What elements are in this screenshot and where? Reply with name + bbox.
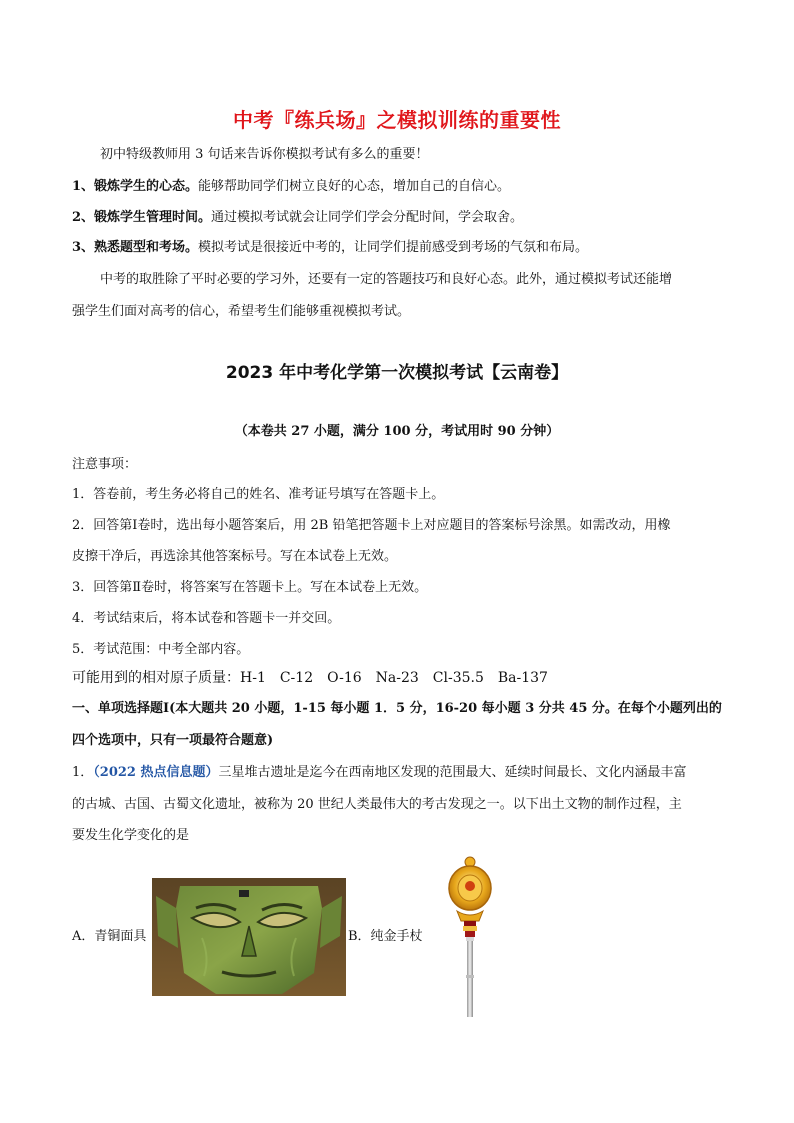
- note-2: 2．回答第Ⅰ卷时，选出每小题答案后，用 2B 铅笔把答题卡上对应题目的答案标号涂黑。如需改动，用橡: [72, 518, 671, 533]
- option-b-label: B．纯金手杖: [348, 929, 423, 944]
- note-4: 4．考试结束后，将本试卷和答题卡一并交回。: [72, 611, 341, 626]
- bronze-mask-image: [152, 878, 346, 996]
- point-head: 3、熟悉题型和考场。: [72, 240, 199, 255]
- promo-point-3: [72, 238, 588, 258]
- point-body: 模拟考试是很接近中考的，让同学们提前感受到考场的气氛和布局。: [198, 240, 589, 255]
- question-1-line3: 要发生化学变化的是: [72, 828, 190, 843]
- point-body: 通过模拟考试就会让同学们学会分配时间，学会取舍。: [211, 210, 524, 225]
- option-a-label: A．青铜面具: [72, 929, 147, 944]
- atomic-masses: 可能用到的相对原子质量：H-1 C-12 O-16 Na-23 Cl-35.5 Ba-137: [72, 670, 548, 686]
- point-head: 2、锻炼学生管理时间。: [72, 210, 212, 225]
- notes-heading: 注意事项：: [72, 457, 138, 472]
- section-heading-line2: 四个选项中，只有一项最符合题意): [72, 733, 274, 748]
- promo-title: 中考『练兵场』之模拟训练的重要性: [233, 108, 561, 132]
- question-tag: （2022 热点信息题）: [93, 765, 219, 780]
- note-5: 5．考试范围：中考全部内容。: [72, 642, 250, 657]
- promo-point-2: [72, 208, 523, 228]
- section-heading-line1: 一、单项选择题Ⅰ(本大题共 20 小题，1-15 每小题 1．5 分，16-20 每小题 3 分共 45 分。在每个小题列出的: [72, 701, 722, 716]
- question-1-line2: 的古城、古国、古蜀文化遗址，被称为 20 世纪人类最伟大的考古发现之一。以下出土文物的制作过程，主: [72, 797, 682, 812]
- promo-closing-line1: 中考的取胜除了平时必要的学习外，还要有一定的答题技巧和良好心态。此外，通过模拟考试还能增: [100, 272, 673, 287]
- gold-scepter-image: [445, 855, 495, 1020]
- promo-point-1: [72, 177, 510, 197]
- question-number: 1．: [72, 765, 94, 780]
- point-body: 能够帮助同学们树立良好的心态，增加自己的自信心。: [198, 179, 511, 194]
- point-head: 1、锻炼学生的心态。: [72, 179, 199, 194]
- promo-closing-line2: 强学生们面对高考的信心，希望考生们能够重视模拟考试。: [72, 304, 411, 319]
- exam-subtitle: （本卷共 27 小题，满分 100 分，考试用时 90 分钟）: [234, 424, 560, 439]
- note-3: 3．回答第Ⅱ卷时，将答案写在答题卡上。写在本试卷上无效。: [72, 580, 428, 595]
- promo-intro: 初中特级教师用 3 句话来告诉你模拟考试有多么的重要！: [100, 147, 429, 162]
- note-2-cont: 皮擦干净后，再选涂其他答案标号。写在本试卷上无效。: [72, 549, 398, 564]
- question-1-line1: [72, 763, 687, 783]
- question-text: 三星堆古遗址是迄今在西南地区发现的范围最大、延续时间最长、文化内涵最丰富: [218, 765, 687, 780]
- note-1: 1．答卷前，考生务必将自己的姓名、准考证号填写在答题卡上。: [72, 487, 445, 502]
- exam-title: 2023 年中考化学第一次模拟考试【云南卷】: [225, 363, 569, 383]
